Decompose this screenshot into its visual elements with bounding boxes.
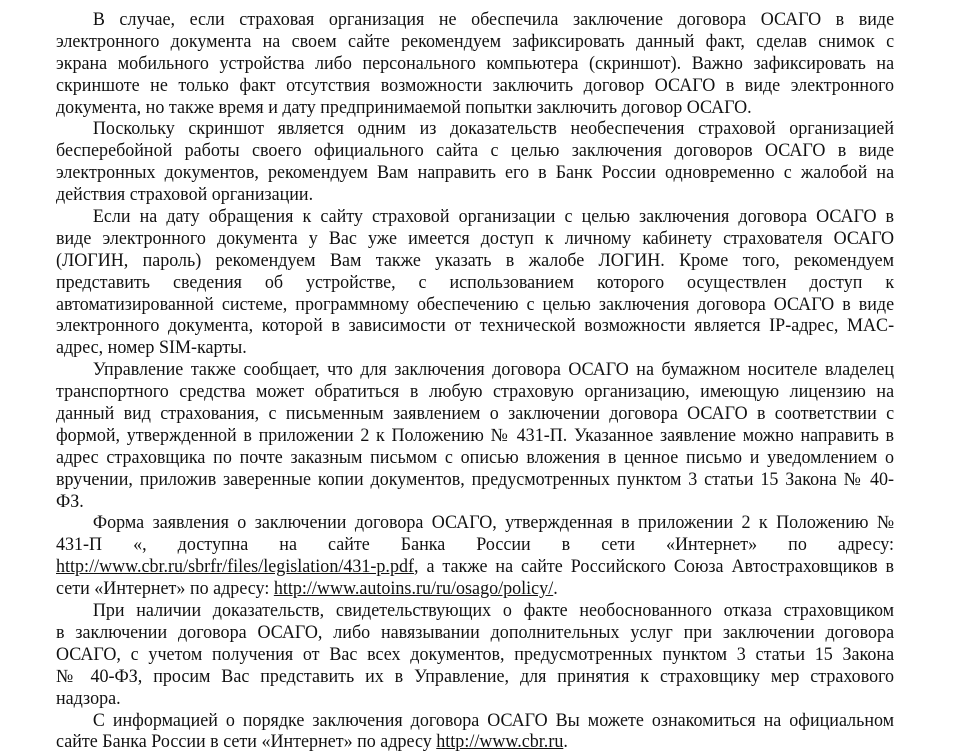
text-segment: ОСАГО, с учетом получения от Вас всех документов, предусмотренных пунктом 3 статьи 15 Закона [56, 644, 894, 665]
text-segment: транспортного средства может обратиться в любую страховую организацию, имеющую лицензию на [56, 381, 894, 402]
paragraph [56, 359, 894, 512]
paragraph [56, 118, 894, 206]
text-line [56, 600, 894, 622]
text-segment: виде электронного документа у Вас уже имеется доступ к личному кабинету страхователя ОСАГО [56, 228, 894, 249]
paragraph [56, 600, 894, 709]
text-line [56, 118, 894, 140]
text-segment: документа, но также время и дату предпринимаемой попытки заключить договор ОСАГО. [56, 97, 752, 118]
text-line [56, 469, 894, 491]
text-segment: вручении, приложив заверенные копии документов, предусмотренных пунктом 3 статьи 15 Закона № 40- [56, 469, 894, 490]
text-line [56, 666, 894, 688]
text-segment: автоматизированной системе, программному обеспечению с целью заключения договора ОСАГО в виде [56, 294, 894, 315]
text-segment: сайте Банка России в сети «Интернет» по адресу [56, 731, 436, 752]
text-line [56, 731, 894, 753]
paragraph [56, 512, 894, 600]
text-line [56, 9, 894, 31]
text-line [56, 250, 894, 272]
text-line [56, 381, 894, 403]
text-line [56, 447, 894, 469]
text-line [56, 272, 894, 294]
text-line [56, 140, 894, 162]
text-line [56, 644, 894, 666]
text-line [56, 710, 894, 732]
text-segment: При наличии доказательств, свидетельствующих о факте необоснованного отказа страховщиком [93, 600, 894, 621]
text-segment: 431-П «, доступна на сайте Банка России в сети «Интернет» по адресу: [56, 534, 894, 555]
paragraph [56, 206, 894, 359]
url-link[interactable]: http://www.cbr.ru/sbrfr/files/legislation/431-p.pdf [56, 556, 414, 577]
text-segment: данный вид страхования, с письменным заявлением о заключении договора ОСАГО в соответствии с [56, 403, 894, 424]
text-line [56, 337, 894, 359]
text-line [56, 162, 894, 184]
text-segment: сети «Интернет» по адресу: [56, 578, 274, 599]
text-line [56, 184, 894, 206]
text-segment: экрана мобильного устройства либо персонального компьютера (скриншот). Важно зафиксировать на [56, 53, 894, 74]
text-segment: представить сведения об устройстве, с использованием которого осуществлен доступ к [56, 272, 894, 293]
text-line [56, 53, 894, 75]
text-line [56, 688, 894, 710]
text-segment: № 40-ФЗ, просим Вас представить их в Управление, для принятия к страховщику мер страхового [56, 666, 894, 687]
text-segment: Форма заявления о заключении договора ОСАГО, утвержденная в приложении 2 к Положению № [93, 512, 894, 533]
text-segment: адрес страховщика по почте заказным письмом с описью вложения в ценное письмо и уведомлением о [56, 447, 894, 468]
text-line [56, 315, 894, 337]
text-segment: . [563, 731, 568, 752]
text-line [56, 425, 894, 447]
text-segment: электронного документа на своем сайте рекомендуем зафиксировать данный факт, сделав снимок с [56, 31, 894, 52]
document-body [56, 9, 894, 753]
text-segment: (ЛОГИН, пароль) рекомендуем Вам также указать в жалобе ЛОГИН. Кроме того, рекомендуем [56, 250, 894, 271]
text-segment: надзора. [56, 688, 121, 709]
text-segment: адрес, номер SIM-карты. [56, 337, 247, 358]
text-line [56, 556, 894, 578]
text-segment: в заключении договора ОСАГО, либо навязывании дополнительных услуг при заключении договора [56, 622, 894, 643]
text-line [56, 228, 894, 250]
text-segment: , а также на сайте Российского Союза Автостраховщиков в [414, 556, 894, 577]
text-segment: электронных документов, рекомендуем Вам направить его в Банк России одновременно с жалобой на [56, 162, 894, 183]
text-segment: электронного документа, которой в зависимости от технической возможности является IP-адрес, MAC- [56, 315, 894, 336]
text-segment: формой, утвержденной в приложении 2 к Положению № 431-П. Указанное заявление можно направить в [56, 425, 894, 446]
text-line [56, 578, 894, 600]
text-segment: Управление также сообщает, что для заключения договора ОСАГО на бумажном носителе владелец [93, 359, 894, 380]
text-line [56, 534, 894, 556]
url-link[interactable]: http://www.cbr.ru [436, 731, 563, 752]
text-line [56, 294, 894, 316]
text-segment: В случае, если страховая организация не обеспечила заключение договора ОСАГО в виде [93, 9, 894, 30]
text-segment: бесперебойной работы своего официального сайта с целью заключения договоров ОСАГО в виде [56, 140, 894, 161]
text-line [56, 512, 894, 534]
text-line [56, 206, 894, 228]
text-line [56, 97, 894, 119]
text-line [56, 491, 894, 513]
text-segment: скриншоте не только факт отсутствия возможности заключить договор ОСАГО в виде электронного [56, 75, 894, 96]
text-line [56, 403, 894, 425]
text-line [56, 622, 894, 644]
text-segment: С информацией о порядке заключения договора ОСАГО Вы можете ознакомиться на официальном [93, 710, 894, 731]
url-link[interactable]: http://www.autoins.ru/ru/osago/policy/ [274, 578, 553, 599]
text-line [56, 31, 894, 53]
text-line [56, 359, 894, 381]
text-segment: действия страховой организации. [56, 184, 313, 205]
paragraph [56, 9, 894, 118]
text-line [56, 75, 894, 97]
text-segment: . [553, 578, 558, 599]
text-segment: ФЗ. [56, 491, 84, 512]
text-segment: Поскольку скриншот является одним из доказательств необеспечения страховой организацией [93, 118, 894, 139]
paragraph [56, 710, 894, 753]
text-segment: Если на дату обращения к сайту страховой организации с целью заключения договора ОСАГО в [93, 206, 894, 227]
